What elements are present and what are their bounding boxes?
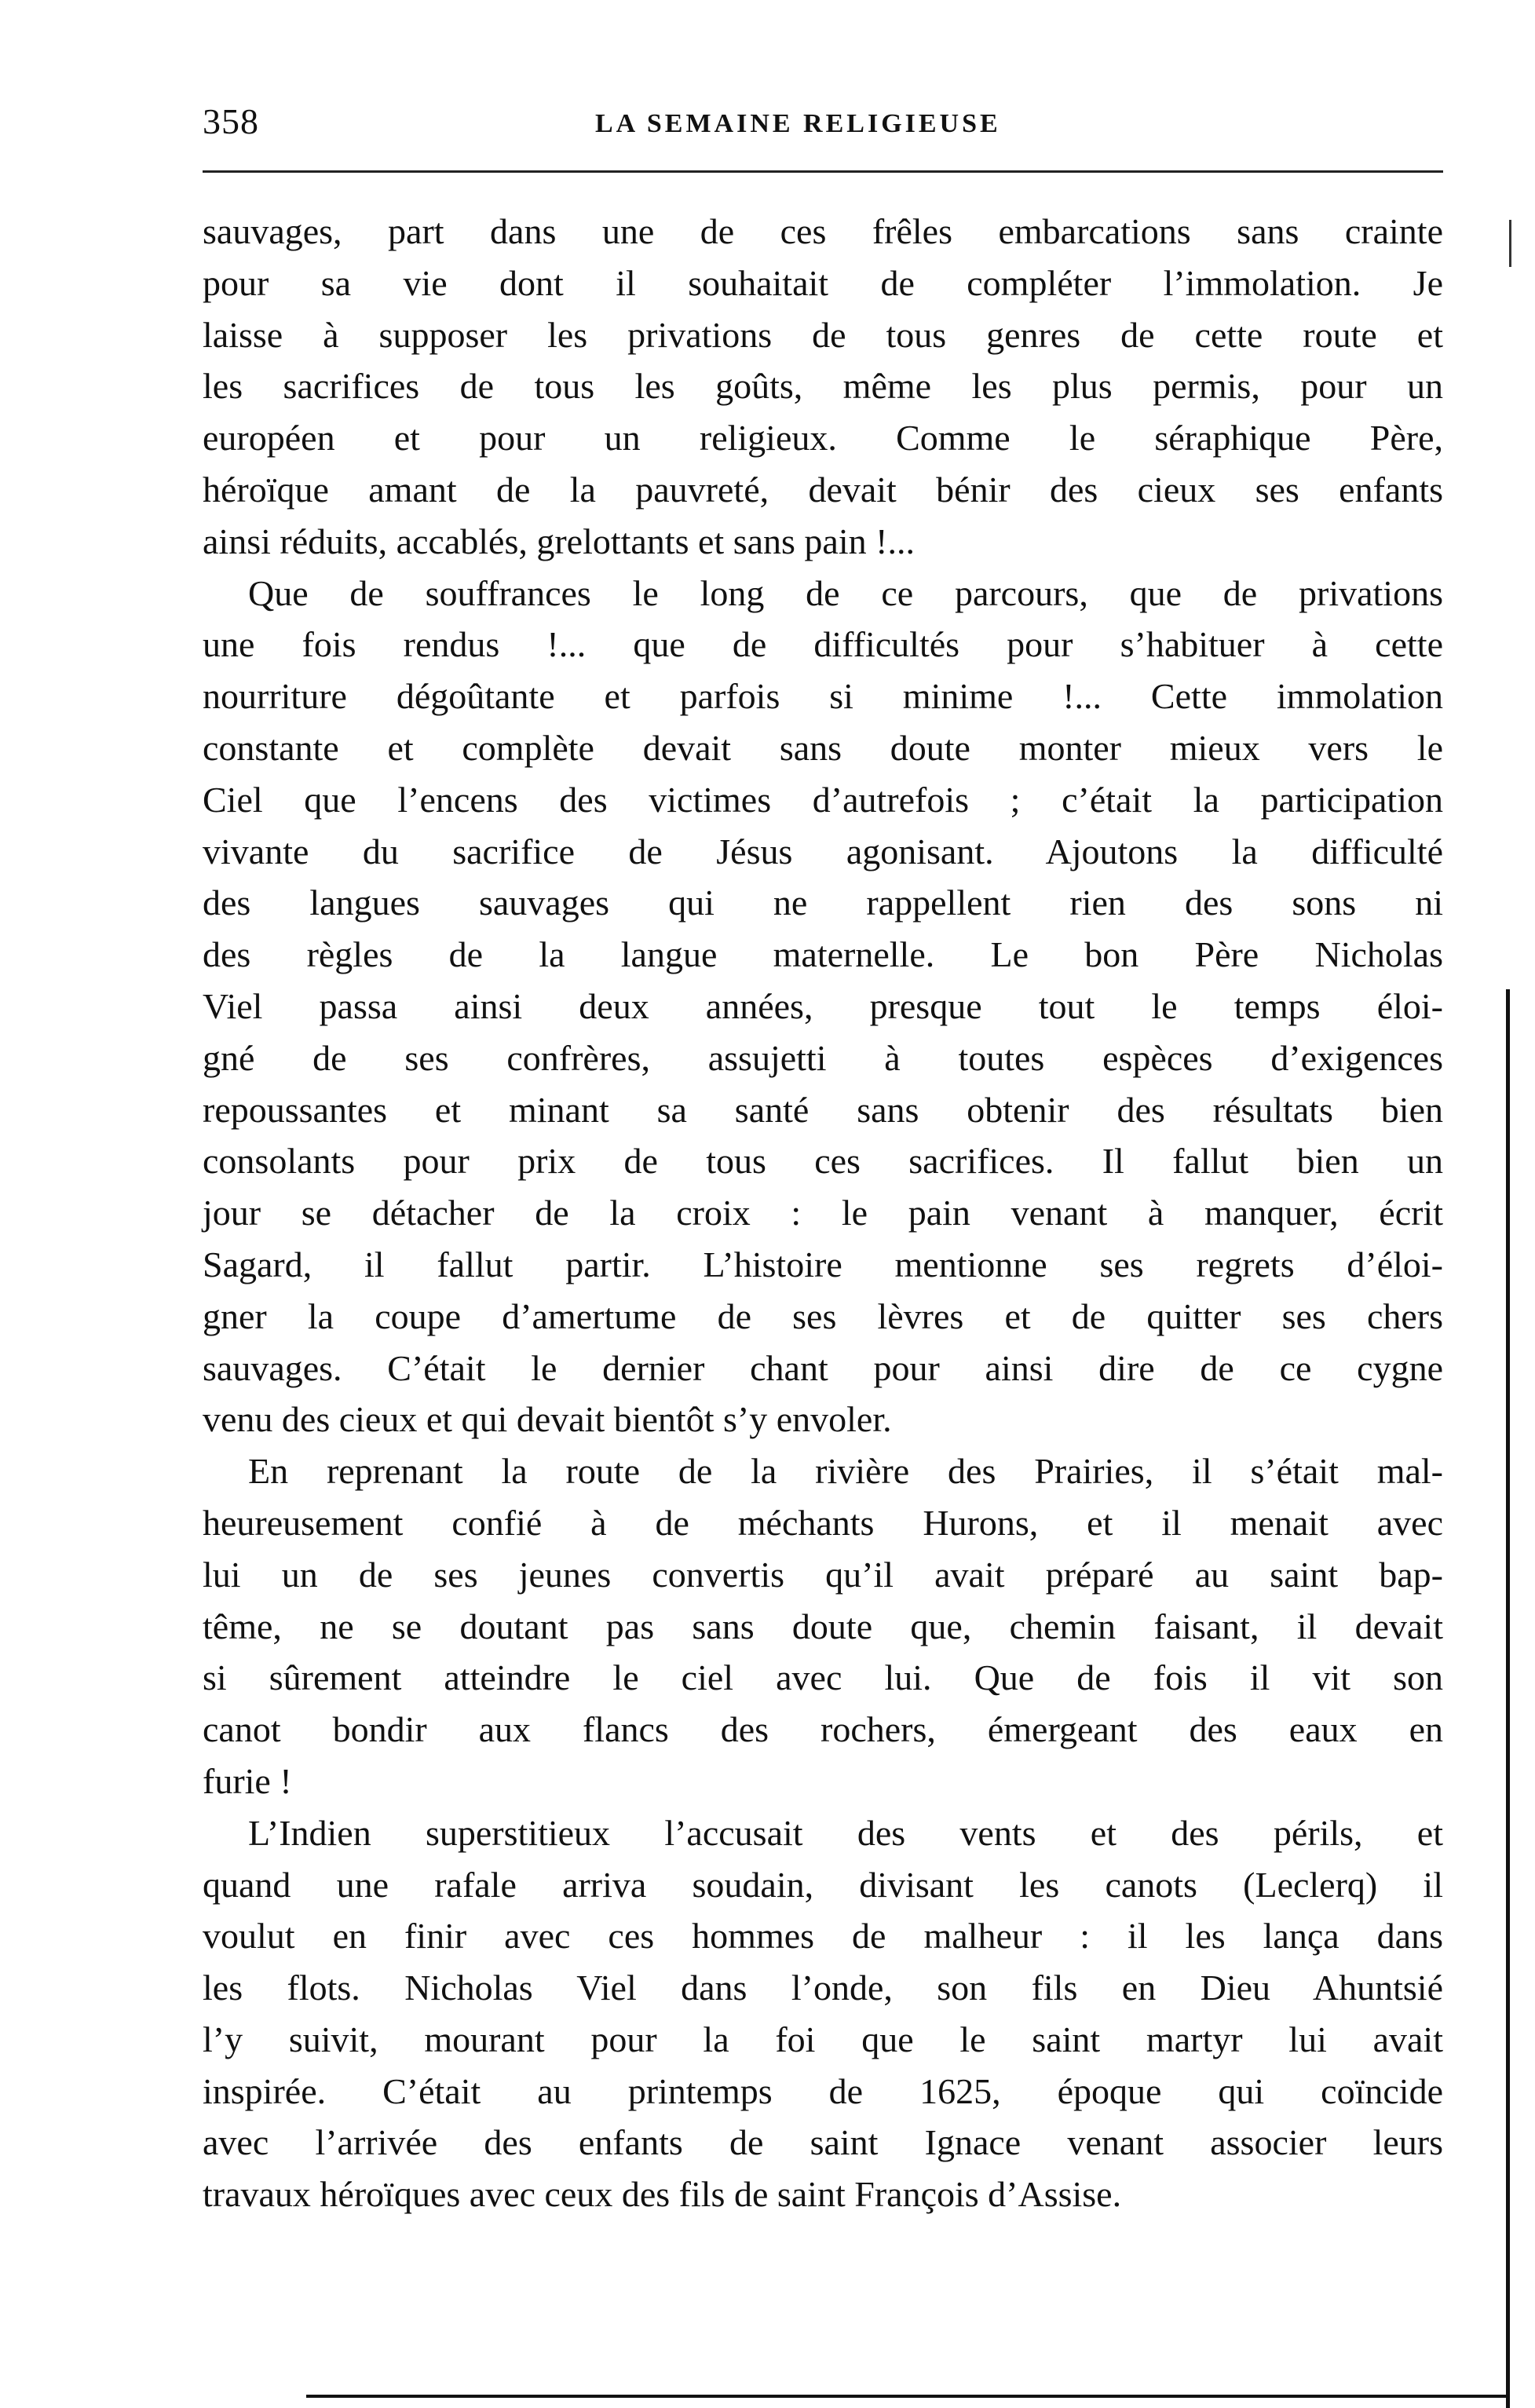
running-title: LA SEMAINE RELIGIEUSE [595,109,1001,138]
text-line: des langues sauvages qui ne rappellent rien des sons ni [203,882,1443,923]
text-line: européen et pour un religieux. Comme le séraphique Père, [203,418,1443,459]
text-line: vivante du sacrifice de Jésus agonisant. Ajoutons la difficulté [203,831,1443,871]
text-line: Sagard, il fallut partir. L’histoire mentionne ses regrets d’éloi- [203,1244,1443,1284]
text-line: consolants pour prix de tous ces sacrifices. Il fallut bien un [203,1141,1443,1182]
text-line: si sûrement atteindre le ciel avec lui. Que de fois il vit son [203,1657,1443,1698]
text-line: lui un de ses jeunes convertis qu’il avait préparé au saint bap- [203,1554,1443,1595]
text-line: canot bondir aux flancs des rochers, émergeant des eaux en [203,1709,1443,1750]
header-rule [203,170,1443,173]
text-line: héroïque amant de la pauvreté, devait bénir des cieux ses enfants [203,469,1443,510]
scan-page-edge [1506,989,1510,2408]
text-line: l’y suivit, mourant pour la foi que le saint martyr lui avait [203,2019,1443,2059]
text-line: furie ! [203,1760,292,1801]
text-line: pour sa vie dont il souhaitait de compléter l’immolation. Je [203,262,1443,303]
text-line: heureusement confié à de méchants Hurons, et il menait avec [203,1502,1443,1543]
text-line: nourriture dégoûtante et parfois si minime !... Cette immolation [203,676,1443,717]
text-line: sauvages, part dans une de ces frêles embarcations sans crainte [203,211,1443,251]
text-line: L’Indien superstitieux l’accusait des vents et des périls, et [248,1812,1443,1853]
paragraph [203,1445,1443,1807]
text-line: Ciel que l’encens des victimes d’autrefois ; c’était la participation [203,779,1443,820]
text-line: avec l’arrivée des enfants de saint Ignace venant associer leurs [203,2122,1443,2163]
page-header [203,98,1443,153]
text-line: gner la coupe d’amertume de ses lèvres et de quitter ses chers [203,1295,1443,1336]
text-line: une fois rendus !... que de difficultés pour s’habituer à cette [203,624,1443,665]
text-line: les flots. Nicholas Viel dans l’onde, son fils en Dieu Ahuntsié [203,1968,1443,2008]
text-line: gné de ses confrères, assujetti à toutes espèces d’exigences [203,1037,1443,1078]
paragraph [203,1807,1443,2220]
text-line: Que de souffrances le long de ce parcours, que de privations [248,572,1443,613]
text-line: travaux héroïques avec ceux des fils de saint François d’Assise. [203,2174,1122,2215]
page-number: 358 [203,101,259,141]
body-text [203,206,1443,2220]
text-line: venu des cieux et qui devait bientôt s’y envoler. [203,1399,892,1440]
text-line: quand une rafale arriva soudain, divisant les canots (Leclerq) il [203,1864,1443,1905]
text-line: Viel passa ainsi deux années, presque tout le temps éloi- [203,985,1443,1026]
text-line: En reprenant la route de la rivière des Prairies, il s’était mal- [248,1451,1443,1492]
text-line: sauvages. C’était le dernier chant pour ainsi dire de ce cygne [203,1347,1443,1388]
text-line: laisse à supposer les privations de tous genres de cette route et [203,314,1443,355]
text-line: voulut en finir avec ces hommes de malheur : il les lança dans [203,1916,1443,1957]
text-line: inspirée. C’était au printemps de 1625, époque qui coïncide [203,2070,1443,2111]
text-line: les sacrifices de tous les goûts, même les plus permis, pour un [203,366,1443,407]
scan-edge-mark [1509,220,1511,267]
paragraph [203,206,1443,568]
paragraph [203,568,1443,1446]
text-line: tême, ne se doutant pas sans doute que, chemin faisant, il devait [203,1606,1443,1646]
text-line: constante et complète devait sans doute monter mieux vers le [203,727,1443,768]
scan-bottom-edge [306,2395,1508,2398]
text-line: jour se détacher de la croix : le pain venant à manquer, écrit [203,1193,1443,1233]
text-line: des règles de la langue maternelle. Le bon Père Nicholas [203,934,1443,975]
text-line: repoussantes et minant sa santé sans obtenir des résultats bien [203,1089,1443,1130]
text-line: ainsi réduits, accablés, grelottants et sans pain !... [203,521,915,561]
